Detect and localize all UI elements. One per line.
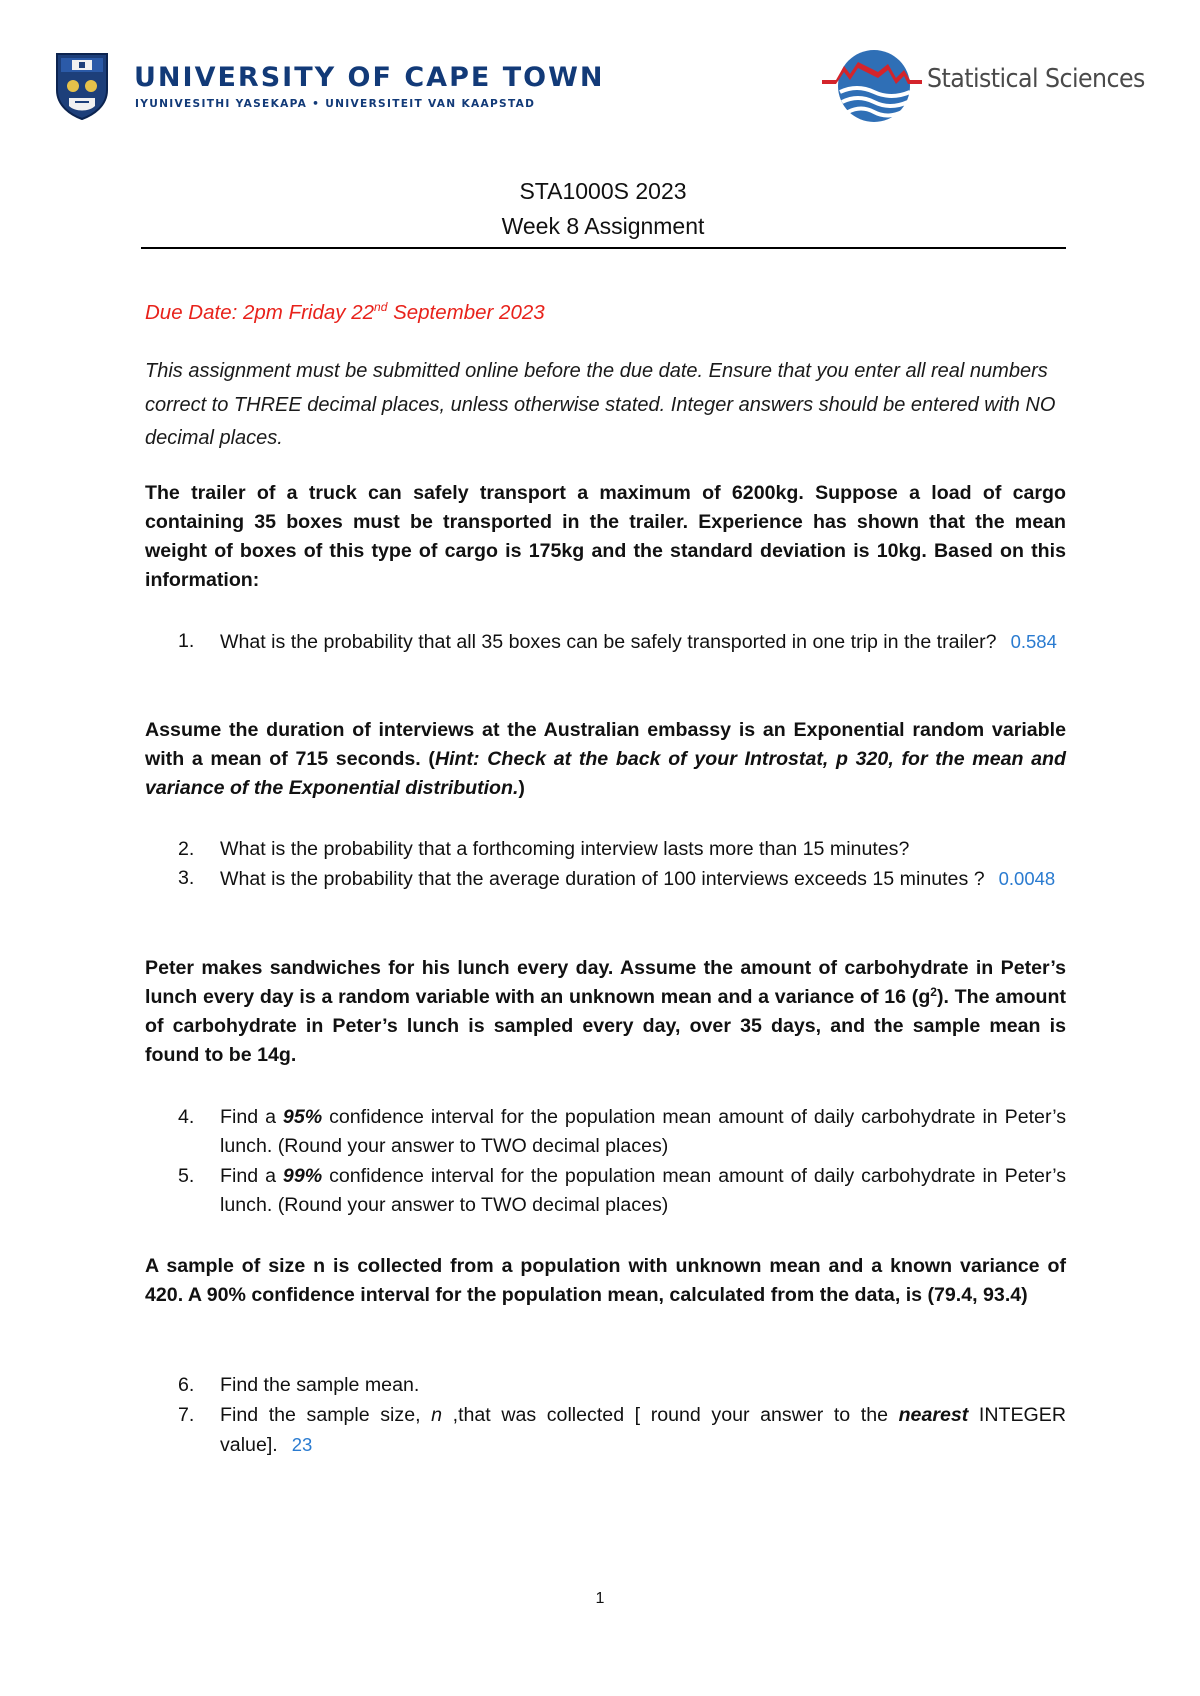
due-date-suffix: September 2023 [387,301,545,324]
question-number: 2. [178,838,195,860]
due-date-prefix: Due Date: 2pm Friday 22 [145,301,375,324]
question-number: 7. [178,1404,195,1426]
peter-text: Peter makes sandwiches for his lunch every day. Assume the amount of carbohydrate in Peter’s lunch every day is a random variable with an unknown mean and a variance of 16 (g [145,957,1066,1008]
question-number: 5. [178,1165,195,1187]
answer-value: 0.0048 [998,868,1056,889]
section-truck: The trailer of a truck can safely transport a maximum of 6200kg. Suppose a load of cargo containing 35 boxes must be transported in the trailer. Experience has shown that the mean weight of boxes of this type of cargo is 175kg and the standard deviation is 10kg. Based on this information: [145,482,1066,591]
title-divider [141,247,1066,249]
question-7 [145,1401,1066,1460]
question-2 [145,835,1066,864]
variable-n: n [431,1404,443,1426]
section-sample: A sample of size n is collected from a population with unknown mean and a known variance of 420. A 90% confidence interval for the population mean, calculated from the data, is (79.4, 93.4) [145,1255,1066,1306]
uct-crest-logo [55,52,109,120]
embassy-hint: Hint: Check at the back of your Introstat, p 320, for the mean and variance of the Exponential distribution. [145,748,1066,799]
due-date [145,301,545,325]
question-text-post: confidence interval for the population mean amount of daily carbohydrate in Peter’s lunch. (Round your answer to TWO decimal places) [220,1106,1066,1157]
question-4 [145,1103,1066,1161]
statistical-sciences-logo [822,40,922,126]
peter-text-cont: ). The amount of carbohydrate in Peter’s lunch is sampled every day, over 35 days, and the sample mean is found to be 14g. [145,986,1066,1066]
course-title: STA1000S 2023 [519,178,687,204]
section-embassy [145,716,1066,803]
question-text: What is the probability that all 35 boxes can be safely transported in one trip in the trailer? [220,631,997,653]
university-subtitle: IYUNIVESITHI YASEKAPA • UNIVERSITEIT VAN KAAPSTAD [135,98,536,110]
embassy-text: Assume the duration of interviews at the Australian embassy is an Exponential random variable with a mean of 715 seconds. ( [145,719,1066,770]
question-text-mid: ,that was collected [ round your answer to the [442,1404,899,1426]
question-text: What is the probability that a forthcoming interview lasts more than 15 minutes? [220,838,910,860]
question-text-pre: Find the sample size, [220,1404,432,1426]
question-5 [145,1162,1066,1220]
question-text-post: INTEGER value]. [220,1404,1066,1456]
answer-value: 23 [291,1434,313,1455]
question-3 [145,864,1066,894]
instructions: This assignment must be submitted online before the due date. Ensure that you enter all real numbers correct to THREE decimal places, unless otherwise stated. Integer answers should be entered with NO decimal places. [145,360,1056,449]
question-text-post: confidence interval for the population mean amount of daily carbohydrate in Peter’s lunch. (Round your answer to TWO decimal places) [220,1165,1066,1216]
assignment-title: Week 8 Assignment [501,213,705,239]
university-name: UNIVERSITY OF CAPE TOWN [134,62,605,93]
section-peter [145,954,1066,1070]
question-number: 4. [178,1106,195,1128]
question-number: 6. [178,1374,195,1396]
peter-superscript: 2 [930,985,937,999]
emphasis-nearest: nearest [898,1404,969,1426]
confidence-level: 95% [282,1106,323,1128]
answer-value: 0.584 [1010,631,1057,652]
question-1 [145,627,1066,657]
confidence-level: 99% [282,1165,323,1187]
page-number: 1 [595,1590,605,1607]
question-text: What is the probability that the average duration of 100 interviews exceeds 15 minutes ? [220,868,985,890]
question-text: Find the sample mean. [220,1374,420,1396]
department-name: Statistical Sciences [927,64,1145,94]
question-number: 1. [178,630,195,652]
due-date-ordinal: nd [374,300,388,314]
question-text-pre: Find a [220,1165,283,1187]
question-6 [145,1371,1066,1400]
question-text-pre: Find a [220,1106,283,1128]
question-number: 3. [178,867,195,889]
embassy-close: ) [518,777,525,799]
